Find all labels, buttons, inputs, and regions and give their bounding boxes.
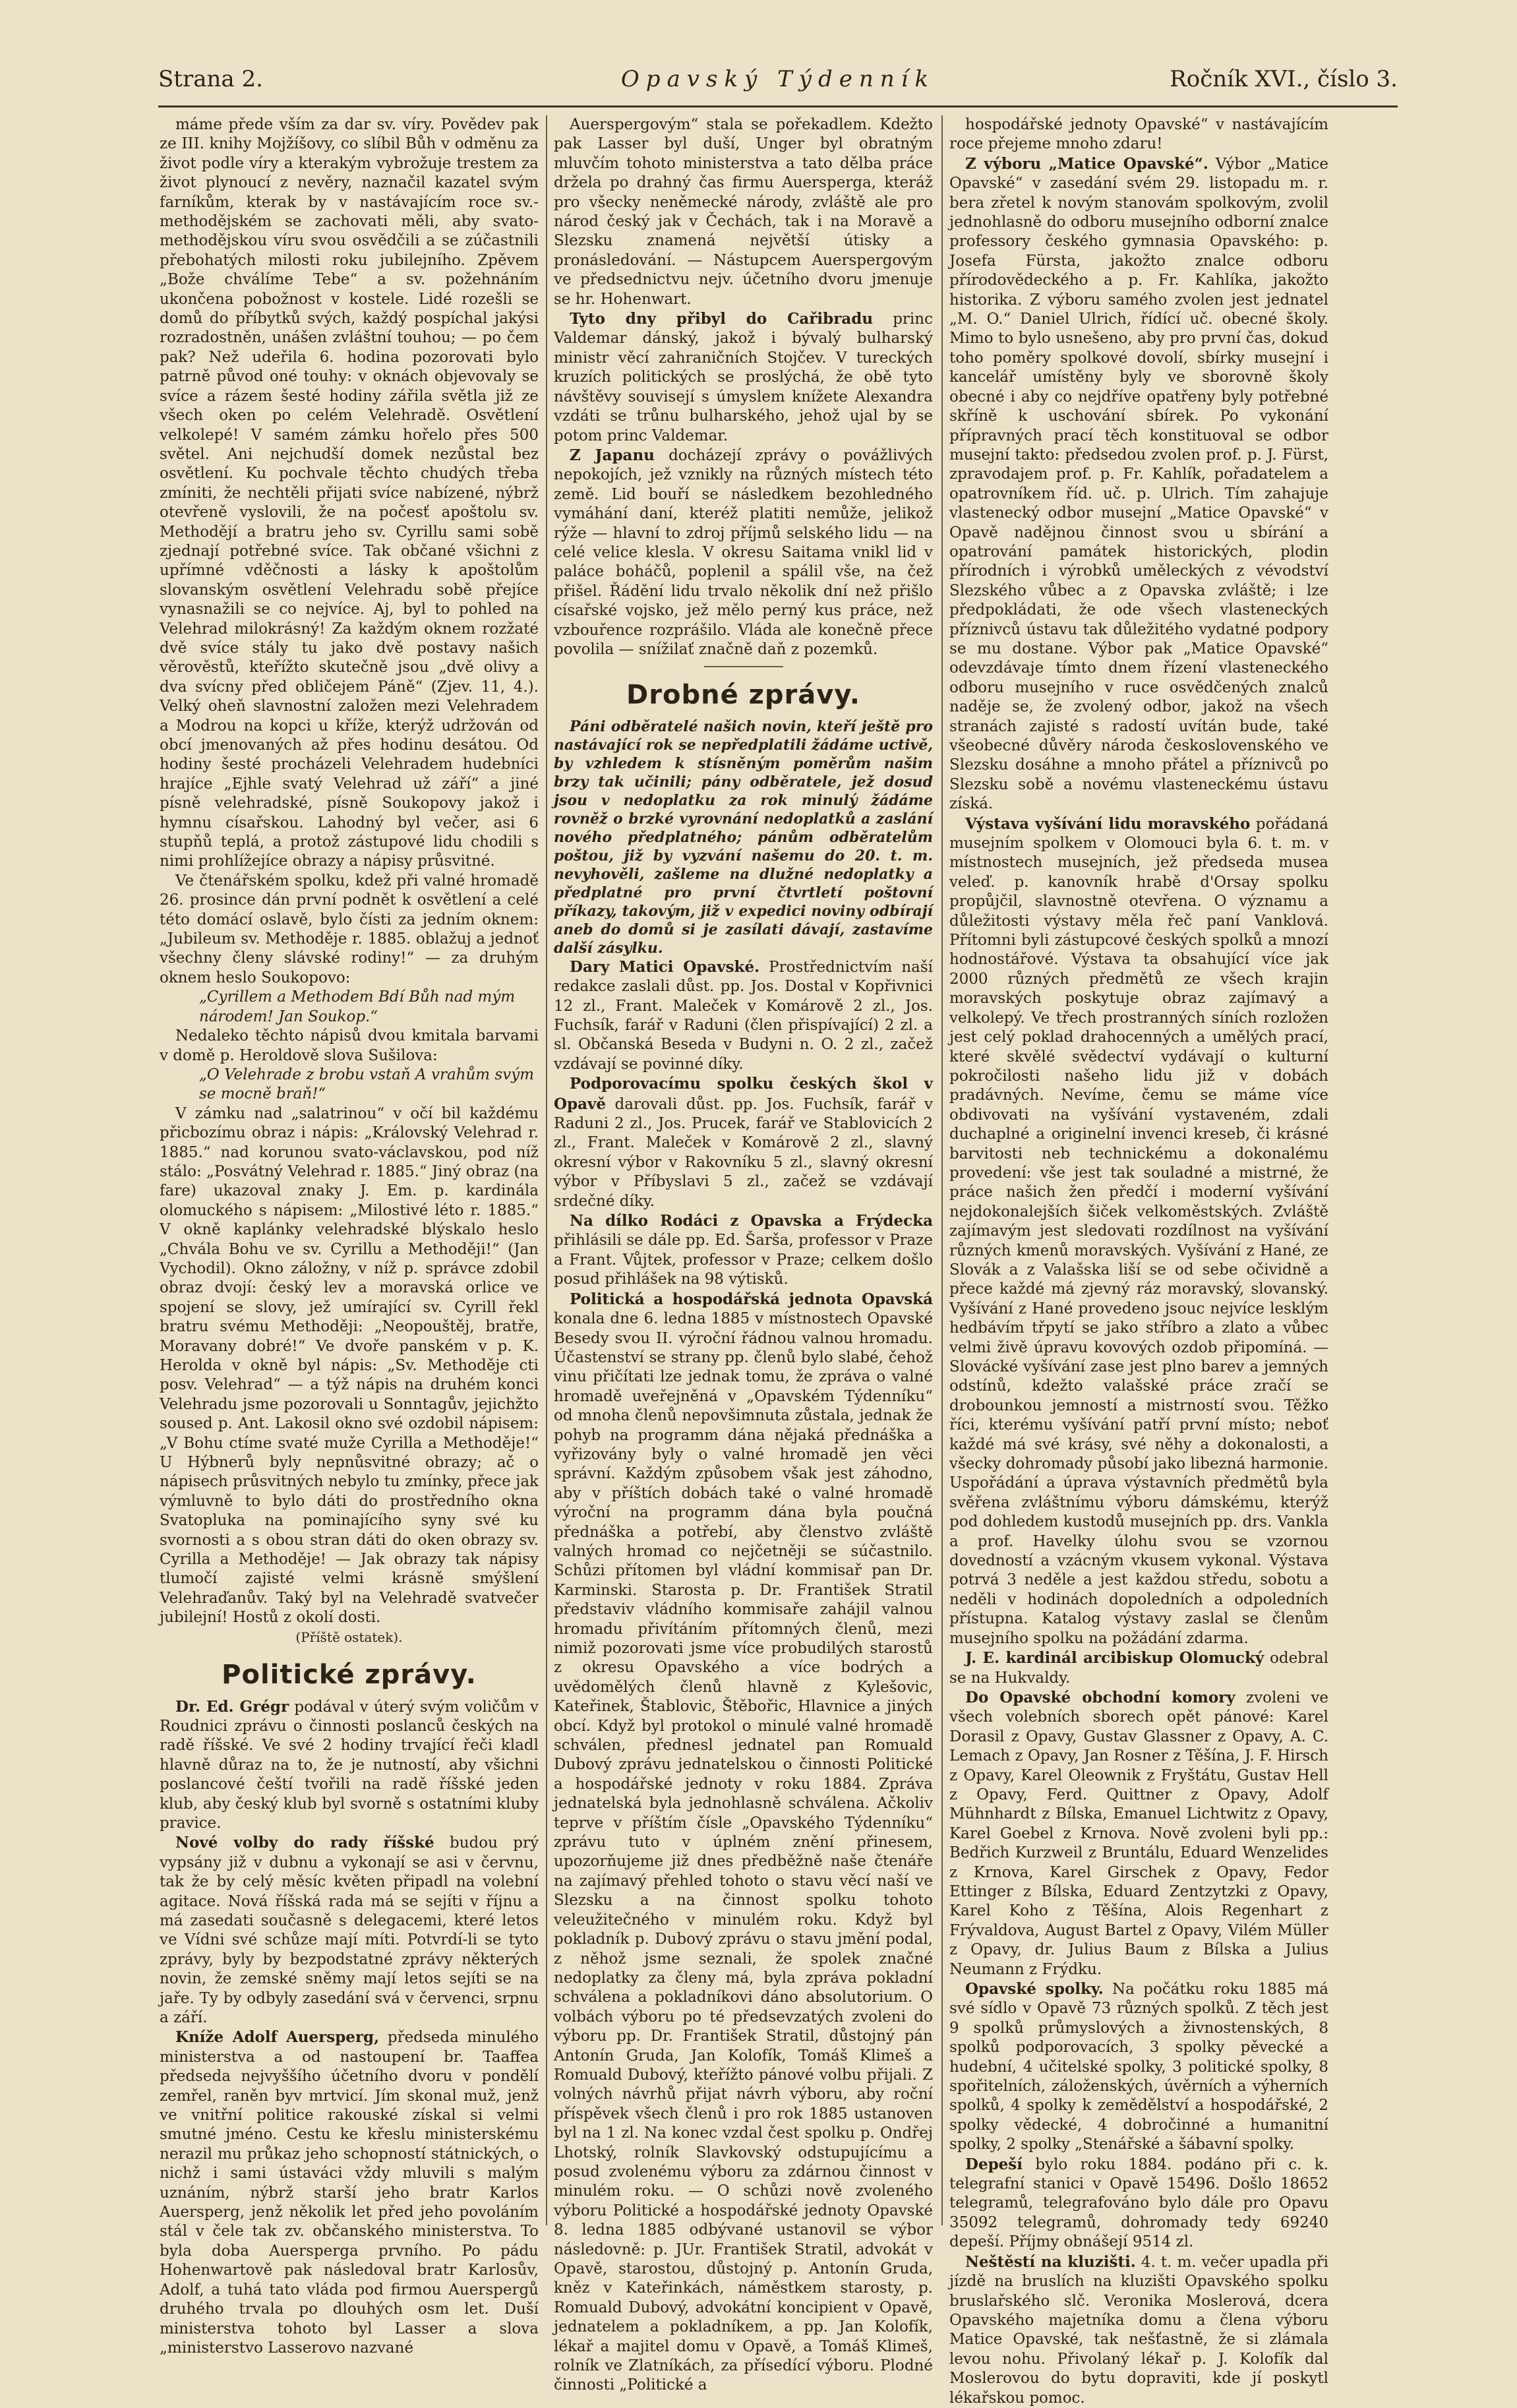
- section-title-politics: Politické zprávy.: [222, 1660, 477, 1691]
- news-lead: Dr. Ed. Grégr: [175, 1697, 289, 1716]
- news-item: [949, 1648, 1328, 1688]
- article-paragraph: Auerspergovým“ stala se pořekadlem. Kdežto pak Lasser byl duší, Unger byl obratným mluvčím tohoto ministerstva a tato dělba práce držela po drahný čas firmu Auersperga, kteráž pro všecky neněmecké národy, zvláště ale pro národ český jak v Čechách, tak i na Moravě a Slezsku znamená největší útisky a pronásledování. — Nástupcem Auerspergovým ve předsednictvu nejv. účetního dvoru jmenuje se hr. Hohenwart.: [554, 116, 933, 308]
- news-body: bylo roku 1884. podáno při c. k. telegrafní stanici v Opavě 15496. Došlo 18652 telegramů, telegrafováno bylo dále pro Opavu 35092 telegramů, dohromady tedy 69240 depeší. Příjmy obnášejí 9514 zl.: [949, 2155, 1328, 2251]
- news-item: [949, 2252, 1328, 2408]
- news-lead: Kníže Adolf Auersperg,: [175, 2028, 380, 2047]
- news-item: [554, 1290, 933, 2395]
- news-lead: Tyto dny přibyl do Cařibradu: [570, 310, 874, 328]
- column-1: [160, 115, 539, 2357]
- news-item: [949, 814, 1328, 1648]
- news-lead: Z výboru „Matice Opavské“.: [965, 154, 1208, 173]
- column-3: [949, 115, 1329, 2407]
- news-lead: Depeší: [965, 2155, 1023, 2173]
- news-body: darovali důst. pp. Jos. Fuchsík, farář v Raduni 2 zl., Jos. Prucek, farář ve Stablovicích 2 zl., Frant. Maleček v Komárově 2 zl., slavný okresní výbor v Rakovníku 5 zl., slavný okresní výbor v Příbyslavi 5 zl., začež se vzdávají srdečné díky.: [554, 1095, 933, 1210]
- column-divider: [941, 115, 943, 2225]
- news-item: [554, 1074, 933, 1211]
- section-divider: [704, 666, 783, 667]
- news-lead: Nové volby do rady říšské: [175, 1834, 434, 1852]
- news-body: budou prý vypsány již v dubnu a vykonají se asi v červnu, tak že by celý měsíc květen připadl na volební agitace. Nová říšská rada má se sejíti v říjnu a má zasedati současně s delegacemi, které letos ve Vídni své schůze mají míti. Potvrdí-li se tyto zprávy, byly by bezpodstatné zprávy některých novin, že zemské sněmy mají letos sejíti se na jaře. Ty by odbyly zasedání svá v červenci, srpnu a září.: [160, 1834, 539, 2026]
- news-body: předseda minulého ministerstva a od nastoupení br. Taaffea předseda nejvyššího účetního dvoru v pondělí zemřel, raněn byv mrtvicí. Jím skonal muž, jenž ve vnitřní politice rakouské získal si velmi smutné jméno. Cestu ke křeslu ministerskému nerazil mu průkaz jeho schopností státnických, o nichž i sami ústaváci vždy mluvili s malým uznáním, nýbrž starší jeho bratr Karlos Auersperg, jenž několik let před jeho povoláním stál v čele tak zv. občanského ministerstva. To byla doba Auersperga prvního. Po pádu Hohenwartově pak následoval bratr Karlosův, Adolf, a tuhá tato vláda pod firmou Auerspergů druhého trvala po dlouhých osm let. Duší ministerstva tohoto byl Lasser a slova „ministerstvo Lasserovo nazvané: [160, 2029, 539, 2357]
- article-paragraph: máme přede vším za dar sv. víry. Povědev pak ze III. knihy Mojžíšovy, co slíbil Bůh v odměnu za život podle víry a kterakým vybrožuje trestem za život plynoucí z nevěry, naznačil kazatel svým farníkům, kterak by v nastávajícím roce sv.-methodějském se zachovati měli, aby svato-methodějskou víru svou osvědčili a se zúčastnili přebohatých milosti roku jubilejního. Zpěvem „Bože chválíme Tebe“ a sv. požehnáním ukončena pobožnost v kostele. Lidé rozešli se domů do příbytků svých, každý pospíchal jakýsi rozradostněn, unášen zvláštní touhou; — po čem pak? Než udeřila 6. hodina pozorovati bylo patrně původ oné touhy: v oknách objevovaly se svíce a rázem šesté hodiny zářila světla již ze všech oken po celém Velehradě. Osvětlení velkolepé! V samém zámku hořelo přes 500 světel. Ani nejchudší domek nezůstal bez osvětlení. Ku pochvale těchto chudých třeba zmíniti, že nechtěli přijati svíce nabízené, nýbrž otevřeně vyslovili, že na počesť apoštolu sv. Methodějí a bratru jeho sv. Cyrillu sami sobě zjednají potřebné svíce. Tak občané všichni z upřímné vděčnosti a lásky k apoštolům slovanským osvětlení Velehradu sobě přejíce vynasnažili se co nejvíce. Aj, byl to pohled na Velehrad milokrásný! Za každým oknem rozžaté dvě svíce stály tu jako dvě postavy našich věrověstů, kteřížto skutečně jsou „dvě olivy a dva svícny před obličejem Páně“ (Zjev. 11, 4.). Velký oheň slavnostní založen mezi Velehradem a Modrou na kopci u kříže, kterýž udržován od obcí jmenovaných až přes hodinu desátou. Od hodiny šesté procházeli Velehradem hudebníci hrajíce „Ejhle svatý Velehrad už září“ a jiné písně velehradské, písně Soukopovy jakož i hymnu císařskou. Lahodný byl večer, asi 6 stupňů teplá, a protož zástupové lidu chodili s nimi prohlížejíce obrazy a nápisy průsvitné.: [160, 116, 539, 870]
- article-paragraph: Ve čtenářském spolku, kdež při valné hromadě 26. prosince dán první podnět k osvětlení a celé této domácí oslavě, bylo čísti za jedním oknem: „Jubileum sv. Methoděje r. 1885. oblažuj a jednoť všechny členy slávské rodiny!“ — za druhým oknem heslo Soukopovo:: [160, 872, 539, 986]
- quoted-verse: „Cyrillem a Methodem Bdí Bůh nad mým národem! Jan Soukop.“: [199, 988, 516, 1025]
- news-lead: Dary Matici Opavské.: [570, 957, 760, 976]
- news-item: [160, 1697, 539, 1834]
- column-divider: [546, 115, 547, 2225]
- news-lead: Neštěstí na kluzišti.: [965, 2252, 1136, 2271]
- article-paragraph: V zámku nad „salatrinou“ v očí bil každému přicbozímu obraz i nápis: „Královský Velehrad r. 1885.“ nad korunou svato-václavskou, pod níž stálo: „Posvátný Velehrad r. 1885.“ Jiný obraz (na fare) ukazoval znaky J. Em. p. kardinála olomuckého s nápisem: „Milostivé léto r. 1885.“ V okně kaplánky velehradské blýskalo heslo „Chvála Bohu ve sv. Cyrillu a Methoději!“ (Jan Vychodil). Okno záložny, v níž p. správce zdobil obraz dvojí: český lev a moravská orlice ve spojení se slovy, jež umírající sv. Cyrill řekl bratru svému Methoději: „Neopouštěj, bratře, Moravany dobré!“ Ve dvoře panském v p. K. Herolda v okně byl nápis: „Sv. Methoděje cti posv. Velehrad“ — a týž nápis na druhém konci Velehradu jsme pozorovali u Sonntagův, jejichžto soused p. Ant. Lakosil okno své ozdobil nápisem: „V Bohu ctíme svaté muže Cyrilla a Methoděje!“ U Hýbnerů byly nepnůsvitné obrazy; ač o nápisech průsvitných nebylo tu zmínky, přece jak výmluvně to bylo dáti do prostředního okna Svatopluka na pominajícího syny své ku svornosti a s obou stran dáti do oken obrazy sv. Cyrilla a Methoděje! — Jak obrazy tak nápisy tlumočí zajisté velmi krásně smýšlení Velehraďanův. Taký byl na Velehradě svatvečer jubilejní! Hostů z okolí dosti.: [160, 1104, 539, 1627]
- news-lead: Z Japanu: [570, 446, 655, 464]
- page-number: Strana 2.: [158, 66, 263, 92]
- article-paragraph: hospodářské jednoty Opavské“ v nastávajícím roce přejeme mnoho zdaru!: [949, 116, 1328, 153]
- page-header: [158, 61, 1398, 100]
- news-body: přihlásili se dále pp. Ed. Šarša, professor v Praze a Frant. Vůjtek, professor v Praze; celkem došlo posud přihlášek na 98 výtisků.: [554, 1232, 933, 1288]
- header-divider: [158, 105, 1398, 107]
- news-body: 4. t. m. večer upadla při jízdě na bruslích na kluzišti Opavského spolku bruslařského slč. Veronika Moslerová, dcera Opavského majetníka domu a člena výboru Matice Opavské, tak nešťastně, že si zlámala levou nohu. Přivolaný lékař p. J. Kolofík dal Moslerovou do bytu dopraviti, kde jí poskytl lékařskou pomoc.: [949, 2253, 1328, 2407]
- news-body: princ Valdemar dánský, jakož i bývalý bulharský ministr věcí zahraničních Stojčev. V tureckých kruzích politických se proslýchá, že obě tyto návštěvy souvisejí s úmyslem knížete Alexandra vzdáti se trůnu bulharského, jehož ujal by se potom princ Valdemar.: [554, 311, 933, 444]
- section-title-short-news: Drobné zprávy.: [626, 680, 860, 711]
- news-lead: Do Opavské obchodní komory: [965, 1688, 1235, 1706]
- news-item: [554, 957, 933, 1074]
- news-item: [554, 1211, 933, 1290]
- subscription-notice: Páni odběratelé našich novin, kteří ještě pro nastávající rok se nepředplatili žádáme uctivě, by vzhledem k stísněným poměrům našim brzy tak učinili; pány odběratele, jež dosud jsou v nedoplatku za rok minulý žádáme rovněž o brzké vyrovnání nedoplatků a zaslání nového předplatného; pánům odběratelům poštou, již by vyzvání našemu do 20. t. m. nevyhověli, zašleme na dlužné nedoplatky a předplatné pro první čtvrtletí poštovní příkazy, takovým, již v expedici noviny odbírají aneb do domů si je zasílati dávají, zastavíme další zásylku.: [554, 717, 933, 957]
- news-item: [554, 446, 933, 659]
- newspaper-title: Opavský Týdenník: [620, 66, 936, 92]
- news-lead: J. E. kardinál arcibiskup Olomucký: [965, 1649, 1264, 1668]
- news-item: [949, 2155, 1328, 2252]
- news-item: [949, 1688, 1328, 1979]
- news-lead: Politická a hospodářská jednota Opavská: [570, 1290, 933, 1308]
- news-body: Prostřednictvím naší redakce zaslali důst. pp. Jos. Dostal v Kopřivnici 12 zl., Frant. Maleček v Komárově 2 zl., Jos. Fuchsík, farář v Raduni (člen přispívající) 2 zl. a sl. Občanská Beseda v Budyni n. O. 2 zl., začež vzdávají se povinné díky.: [554, 958, 933, 1073]
- news-body: Na počátku roku 1885 má své sídlo v Opavě 73 různých spolků. Z těch jest 9 spolků průmyslových a živnostenských, 8 spolků podporovacích, 3 spolky pěvecké a hudební, 4 učitelské spolky, 3 politické spolky, 8 spořitelních, záloženských, úvěrních a výherních spolků, 4 spolky k zemědělství a hospodářské, 2 spolky vědecké, 4 dobročinné a humanitní spolky, 2 spolky „Stenářské a šábavní spolky.: [949, 1981, 1329, 2153]
- news-body: zvoleni ve všech volebních sborech opět pánové: Karel Dorasil z Opavy, Gustav Glassner z Opavy, A. C. Lemach z Opavy, Jan Rosner z Těšína, J. F. Hirsch z Opavy, Karel Oleownik z Fryštátu, Gustav Hell z Opavy, Ferd. Quittner z Opavy, Adolf Mühnhardt z Bílska, Emanuel Lichtwitz z Opavy, Karel Goebel z Krnova. Nově zvoleni byli pp.: Bedřich Kurzweil z Bruntálu, Eduard Wenzelides z Krnova, Karel Girschek z Opavy, Fedor Ettinger z Bílska, Eduard Zentzytzki z Opavy, Karel Koho z Těšína, Alois Regenhart z Frývaldova, August Bartel z Opavy, Vilém Müller z Opavy, dr. Julius Baum z Bílska a Julius Neumann z Frýdku.: [949, 1689, 1328, 1978]
- news-body: konala dne 6. ledna 1885 v místnostech Opavské Besedy svou II. výroční řádnou valnou hromadu. Účastenství se strany pp. členů bylo slabé, čehož vinu přičítati lze jednak tomu, že zpráva o valné hromadě uveřejněná v „Opavském Týdenníku“ od mnoha členů nepovšimnuta zůstala, jednak že pohyb na programm dána nějaká přednáška a vyřizovány byly o valné hromadě jen věci správní. Každým způsobem však jest záhodno, aby v příštích dobách také o valné hromadě výroční na programm dána byla poučná přednáška a potřebí, aby členstvo zvláště valných hromad co nejčetněji se súčastnilo. Schůzi přítomen byl vládní kommisař pan Dr. Karminski. Starosta p. Dr. František Stratil představiv vládního kommisaře zahájil valnou hromadu přivítáním přítomných členů, mezi nimiž pozorovati jsme více probudilých starostů z okresu Opavského a více bodrých a uvědomělých členů hlavně z Kylešovic, Kateřinek, Štablovic, Štěbořic, Hlavnice a jiných obcí. Když byl protokol o minulé valné hromadě schválen, přednesl jednatel pan Romuald Dubový zprávu jednatelskou o činnosti Politické a hospodářské jednoty v roku 1884. Zpráva jednatelská byla jednohlasně schválena. Ačkoliv teprve v příštím čísle „Opavského Týdenníku“ zprávu tuto v úplném znění přinesem, upozorňujeme již dnes předběžně naše čtenáře na zajímavý přehled tohoto o stavu věcí naší ve Slezsku a na činnost spolku tohoto veleužitečného v minulém roku. Když byl pokladník p. Dubový zprávu o stavu jmění podal, z něhož jsme seznali, že spolek značné nedoplatky za členy má, byla zpráva pokladní schválena a pokladníkovi dáno absolutorium. O volbách výboru po té předsevzatých zvoleni do výboru pp. Dr. František Stratil, důstojný pán Antonín Gruda, Jan Kolofík, Tomáš Klimeš a Romuald Dubový, kteřížto pánové volbu přijali. Z volných návrhů přijat návrh výboru, aby roční příspěvek všech členů i pro rok 1885 ustanoven byl na 1 zl. Na konec vzdal čest spolku p. Ondřej Lhotský, rolník Slavkovský odstupujícímu a posud zvolenému výboru za zdárnou činnost v minulém roku. — O schůzi nově zvoleného výboru Politické a hospodářské jednoty Opavské 8. ledna 1885 odbývané ustanovil se výbor následovně: p. JUr. František Stratil, advokát v Opavě, starostou, důstojný p. Antonín Gruda, kněz v Kateřinkách, náměstkem starosty, p. Romuald Dubový, advokátní koncipient v Opavě, jednatelem a pokladníkem, a pp. Jan Kolofík, lékař a majitel domu v Opavě, a Tomáš Klimeš, rolník ve Zlatníkách, za přísedící výboru. Plodné činnosti „Politické a: [554, 1310, 933, 2394]
- news-item: [554, 309, 933, 446]
- issue-number: Ročník XVI., číslo 3.: [1170, 66, 1398, 92]
- news-lead: Podporovacímu spolku českých škol v Opavě: [554, 1075, 933, 1113]
- news-lead: Opavské spolky.: [965, 1980, 1104, 1998]
- news-body: pořádaná musejním spolkem v Olomouci byla 6. t. m. v místnostech musejních, jež předseda musea veleď. p. kanovník hrabě d'Orsay spolku propůjčil, slavnostně otevřena. O významu a důležitosti výstavy měla řeč paní Vanklová. Přítomni byli zástupcové českých spolků a mnozí hodnostářové. Výstava ta obsahující více jak 2000 různých předmětů ze všech krajin moravských poskytuje obraz zajímavý a velkolepý. Ve třech prostranných síních rozložen jest celý poklad drahocenných a umělých prací, které skvělé svědectví vydávají o kulturní pokročilosti našeho lidu již v dobách pradávných. Nevíme, čemu se máme více obdivovati na vyšívání vystaveném, zdali duchaplné a originelní invenci kreseb, či krásné barvitosti neb technickému a dokonalému provedení: vše jest tak souladné a mistrné, že práce našich žen předčí i moderní vyšívání nejdokonalejších šiček velkoměstských. Zvláště zajímavým jest sledovati rozdílnost na vyšívání různých kmenů moravských. Vyšívání z Hané, ze Slovák a z Valašska liší se od sebe očividně a přece každé má zjevný ráz moravský, slovanský. Vyšívání z Hané provedeno jsouc nejvíce lesklým hedbávím třpytí se jako stříbro a zlato a vůbec velmi živě úpravu kovových ozdob připomíná. — Slovácké vyšívání zase jest plno barev a jemných odstínů, kdežto valašské práce zračí se drobounkou jemností a mistrností svou. Těžko říci, kterému vyšívání patří první místo; neboť každé má své krásy, své něhy a dokonalosti, a všecky dohromady působí jako libezná harmonie. Uspořádání a úprava výstavních předmětů byla svěřena zvláštnímu výboru dámskému, kterýž pod dohledem kustodů musejních pp. drs. Vankla a prof. Havelky úlohu svou se vzornou dovedností a vzácným vkusem vykonal. Výstava potrvá 3 neděle a jest každou středu, sobotu a neděli v hodinách dopoledních a odpoledních přístupna. Katalog výstavy zaslal se členům musejního spolku na požádání zdarma.: [949, 815, 1328, 1647]
- article-paragraph: Nedaleko těchto nápisů dvou kmitala barvami v domě p. Heroldově slova Sušilova:: [160, 1027, 539, 1064]
- news-body: docházejí zprávy o povážlivých nepokojích, jež vznikly na různých místech této země. Lid bouří se následkem bezohledného vymáhání daní, kteréž platiti nemůže, jelikož rýže — hlavní to zdroj příjmů selského lidu — na celé velice klesla. V okresu Saitama vnikl lid v paláce boháčů, poplenil a spálil vše, na čež přišel. Řádění lidu trvalo několik dní než přišlo císařské vojsko, jež mělo perný kus práce, než vzbouřence rozprášilo. Vláda ale konečně přece povolila — snížilať značně daň z pozemků.: [554, 446, 933, 658]
- quoted-verse: „O Velehrade z brobu vstaň A vrahům svým se mocně braň!“: [199, 1066, 535, 1103]
- news-item: [160, 2028, 539, 2358]
- news-item: [949, 1979, 1328, 2155]
- news-body: odebral se na Hukvaldy.: [949, 1650, 1329, 1687]
- news-item: [949, 154, 1328, 814]
- news-body: Výbor „Matice Opavské“ v zasedání svém 29. listopadu m. r. bera zřetel k novým stanovám spolkovým, zvolil jednohlasně do odboru musejního odborní znalce professory českého gymnasia Opavského: p. Josefa Fürsta, jakožto znalce odboru přírodovědeckého a p. Fr. Kahlíka, jakožto historika. Z výboru samého zvolen jest jednatel „M. O.“ Daniel Ulrich, řídící uč. obecné školy. Mimo to bylo usnešeno, aby pro první čas, dokud toho poměry spolkové dovolí, sbírky musejní i kancelář umístěny byly ve sborovně školy obecné i aby co nejdříve opatřeny byly potřebné skříně k uschování sbírek. Po vykonání přípravných prací těch konstituoval se odbor musejní takto: předsedou zvolen prof. p. J. Fürst, zpravodajem prof. p. Fr. Kahlík, pořadatelem a opatrovníkem říd. uč. p. Ulrich. Tím zahajuje vlastenecký odbor musejní „Matice Opavské“ v Opavě nadějnou činnost svou u sbírání a opatrování památek historických, plodin přírodních i výrobků uměleckých z vévodství Slezského vůbec a z Opavska zvláště; i lze předpokládati, že ode všech vlasteneckých příznivců ústavu tak důležitého vydatné podpory se mu dostane. Výbor pak „Matice Opavské“ odevzdávaje tímto dnem řízení vlasteneckého odboru musejního v ruce osvědčených znalců naděje se, že zvolený odbor, jakož na všech stranách zajisté s radostí uvítán bude, také všeobecné důvěry národa československého ve Slezsku dosáhne a mnoho přátel a příznivců po Slezsku sobě a novému vlasteneckému ústavu získá.: [949, 155, 1328, 813]
- news-item: [160, 1833, 539, 2028]
- continued-note: (Příště ostatek).: [295, 1629, 403, 1645]
- news-body: podával v úterý svým voličům v Roudnici zprávu o činnosti poslanců českých na radě říšské. Ve své 2 hodiny trvající řeči kladl hlavně důraz na to, že je nutností, aby všichni poslancové čeští tvořili na radě říšské jeden klub, aby český klub byl svorně s ostatními kluby pravice.: [160, 1698, 539, 1832]
- news-lead: Výstava vyšívání lidu moravského: [965, 814, 1251, 833]
- news-lead: Na dílko Rodáci z Opavska a Frýdecka: [570, 1212, 933, 1230]
- column-2: [554, 115, 933, 2394]
